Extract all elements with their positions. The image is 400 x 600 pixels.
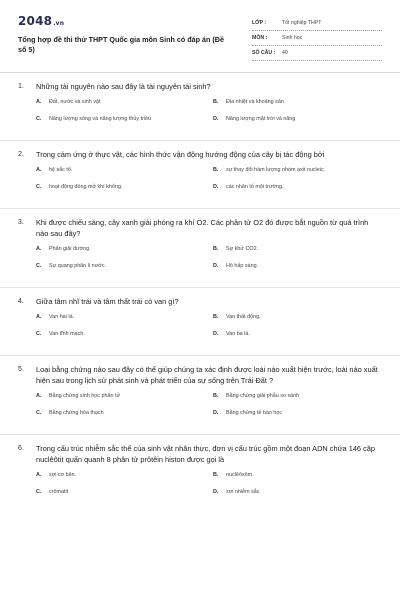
option-letter: A.	[36, 314, 42, 320]
question-4	[18, 288, 382, 347]
question-number: 1.	[18, 83, 24, 90]
question-2	[18, 141, 382, 200]
site-logo[interactable]	[18, 14, 233, 31]
answer-option[interactable]	[36, 409, 205, 426]
option-letter: B.	[213, 472, 219, 478]
document-title: Tổng hợp đề thi thử THPT Quốc gia môn Sinh có đáp án (Đề số 5)	[18, 35, 224, 54]
option-letter: C.	[36, 331, 42, 337]
option-text: Địa nhiệt và khoáng sản	[226, 99, 284, 105]
option-letter: D.	[213, 410, 219, 416]
question-6	[18, 435, 382, 505]
question-number: 4.	[18, 298, 24, 305]
meta-key: MÔN :	[252, 35, 268, 41]
option-letter: C.	[36, 263, 42, 269]
option-letter: C.	[36, 410, 42, 416]
question-list	[18, 73, 382, 505]
option-text: Đất, nước và sinh vật	[49, 99, 101, 105]
option-letter: B.	[213, 167, 219, 173]
exam-meta	[252, 16, 382, 61]
answer-options	[18, 98, 382, 132]
answer-option[interactable]	[36, 98, 205, 115]
option-letter: D.	[213, 331, 219, 337]
answer-options	[18, 166, 382, 200]
answer-option[interactable]	[36, 330, 205, 347]
answer-option[interactable]	[213, 488, 382, 505]
answer-option[interactable]	[213, 330, 382, 347]
option-text: hoạt động đóng mở khí khổng.	[49, 184, 123, 190]
option-letter: B.	[213, 314, 219, 320]
meta-row-subject	[252, 31, 382, 46]
option-letter: A.	[36, 246, 42, 252]
answer-options	[18, 392, 382, 426]
meta-row-class	[252, 16, 382, 31]
option-letter: D.	[213, 116, 219, 122]
meta-key: LỚP :	[252, 20, 267, 26]
meta-row-question-count	[252, 46, 382, 61]
option-text: Phân giải đường.	[49, 246, 91, 252]
option-text: crômatit	[49, 489, 69, 495]
question-number: 2.	[18, 151, 24, 158]
option-text: các nhân tố môi trường.	[226, 184, 284, 190]
option-text: Van ba lá.	[226, 331, 250, 337]
option-letter: B.	[213, 393, 219, 399]
meta-value: Sinh học	[282, 35, 303, 41]
answer-option[interactable]	[213, 245, 382, 262]
answer-option[interactable]	[36, 313, 205, 330]
option-text: sự thay đổi hàm lượng nhóm axit nucleic.	[226, 167, 326, 173]
question-stem	[18, 443, 382, 465]
question-text: Những tài nguyên nào sau đây là tài nguyên tái sinh?	[36, 82, 211, 91]
answer-option[interactable]	[36, 166, 205, 183]
meta-value: 40	[282, 50, 288, 56]
option-text: Năng lượng mặt trời và năng	[226, 116, 296, 122]
answer-option[interactable]	[36, 488, 205, 505]
option-letter: A.	[36, 99, 42, 105]
option-letter: B.	[213, 99, 219, 105]
option-text: sợi nhiễm sắc	[226, 489, 260, 495]
option-letter: D.	[213, 489, 219, 495]
question-3	[18, 209, 382, 279]
option-text: Van tĩnh mạch.	[49, 331, 85, 337]
option-letter: B.	[213, 246, 219, 252]
option-letter: A.	[36, 393, 42, 399]
option-text: Van thất động.	[226, 314, 261, 320]
question-text: Trong cấu trúc nhiễm sắc thể của sinh vật nhân thực, đơn vị cấu trúc gồm một đoạn ADN chứa 146 cặp nuclêôtit quấn quanh 8 phân tử prôtêin histon được gọi là	[36, 444, 376, 464]
option-letter: A.	[36, 472, 42, 478]
question-text: Giữa tâm nhĩ trái và tâm thất trái có van gì?	[36, 297, 179, 306]
meta-value: Tốt nghiệp THPT	[282, 20, 322, 26]
answer-option[interactable]	[36, 245, 205, 262]
option-text: Sự quang phân li nước.	[49, 263, 106, 269]
option-text: sợi cơ bản.	[49, 472, 77, 478]
question-number: 6.	[18, 445, 24, 452]
question-text: Trong cảm ứng ở thực vật, các hình thức vận động hướng động của cây bị tác động bởi	[36, 150, 325, 159]
option-text: Bằng chứng hóa thạch	[49, 410, 104, 416]
option-text: Bằng chứng giải phẫu so sánh	[226, 393, 300, 399]
logo-suffix: .vn	[53, 20, 65, 27]
question-1	[18, 73, 382, 132]
option-text: Sự khử CO2.	[226, 246, 259, 252]
answer-options	[18, 471, 382, 505]
option-text: hệ sắc tố.	[49, 167, 73, 173]
answer-option[interactable]	[213, 392, 382, 409]
answer-option[interactable]	[213, 183, 382, 200]
answer-option[interactable]	[213, 409, 382, 426]
option-text: Bằng chứng sinh học phân tử	[49, 393, 121, 399]
answer-option[interactable]	[36, 471, 205, 488]
answer-option[interactable]	[213, 313, 382, 330]
option-text: Năng lượng sóng và năng lượng thủy triều	[49, 116, 152, 122]
meta-key: SỐ CÂU :	[252, 50, 276, 56]
answer-option[interactable]	[36, 115, 205, 132]
option-letter: D.	[213, 184, 219, 190]
option-text: nuclêôxôm.	[226, 472, 254, 478]
answer-option[interactable]	[36, 262, 205, 279]
answer-option[interactable]	[213, 166, 382, 183]
question-5	[18, 356, 382, 426]
option-text: Van hai lá.	[49, 314, 75, 320]
answer-options	[18, 313, 382, 347]
logo-main: 2048	[18, 14, 53, 28]
answer-option[interactable]	[213, 115, 382, 132]
answer-option[interactable]	[213, 98, 382, 115]
question-number: 3.	[18, 219, 24, 226]
option-letter: C.	[36, 489, 42, 495]
answer-option[interactable]	[36, 392, 205, 409]
question-number: 5.	[18, 366, 24, 373]
option-letter: D.	[213, 263, 219, 269]
question-stem	[18, 81, 382, 92]
option-letter: A.	[36, 167, 42, 173]
option-text: Hô hấp sáng.	[226, 263, 259, 269]
question-stem	[18, 217, 382, 239]
answer-option[interactable]	[213, 262, 382, 279]
question-text: Loại bằng chứng nào sau đây có thể giúp chúng ta xác định được loài nào xuất hiện trước, loài nào xuất hiện sau trong lịch sử phát sinh và phát triển của sự sống trên Trái Đất ?	[36, 365, 378, 385]
answer-option[interactable]	[36, 183, 205, 200]
question-text: Khi được chiếu sáng, cây xanh giải phóng ra khí O2. Các phân tử O2 đó được bắt nguồn từ quá trình nào sau đây?	[36, 218, 369, 238]
option-text: Bằng chứng tế bào học	[226, 410, 283, 416]
document-header	[18, 14, 382, 72]
header-left	[18, 14, 233, 54]
option-letter: C.	[36, 116, 42, 122]
question-stem	[18, 149, 382, 160]
question-stem	[18, 296, 382, 307]
answer-options	[18, 245, 382, 279]
option-letter: C.	[36, 184, 42, 190]
question-stem	[18, 364, 382, 386]
answer-option[interactable]	[213, 471, 382, 488]
